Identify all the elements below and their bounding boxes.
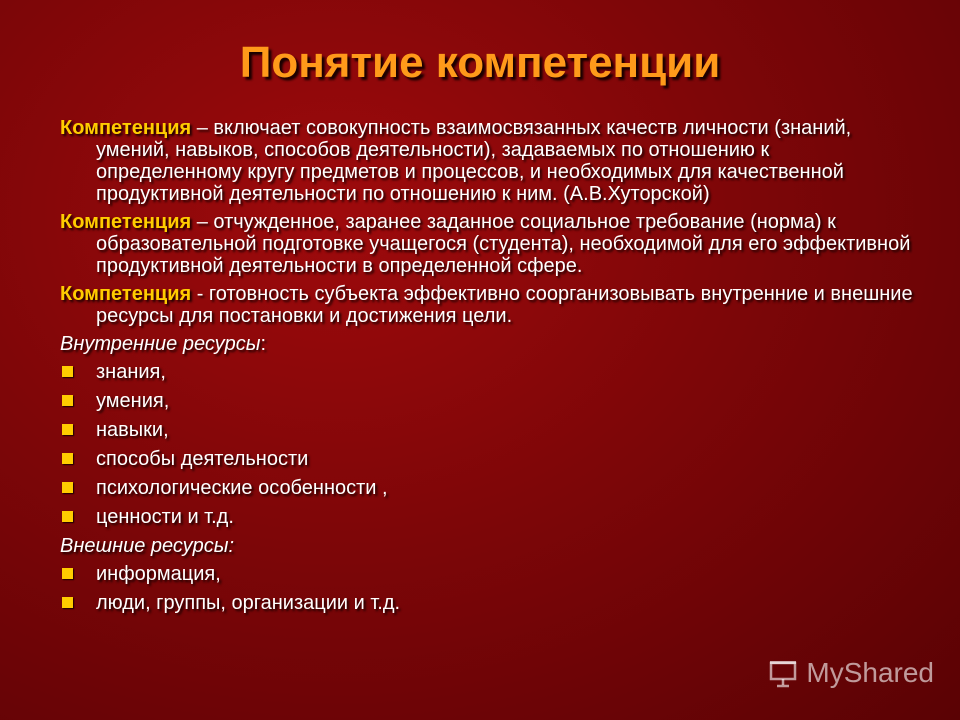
slide-content <box>60 117 920 621</box>
list-item <box>60 506 920 528</box>
list-item <box>60 390 920 412</box>
list-item <box>60 477 920 499</box>
slide-title: Понятие компетенции <box>239 38 721 87</box>
definition-term: Компетенция <box>60 117 192 139</box>
list-item <box>60 361 920 383</box>
external-resources-heading: Внешние ресурсы: <box>60 535 235 557</box>
list-item-label: навыки, <box>96 419 169 441</box>
definition-text: - готовность субъекта эффективно соорганизовывать внутренние и внешние ресурсы для постановки и достижения цели. <box>96 283 913 327</box>
list-item-label: информация, <box>96 563 221 585</box>
internal-heading-suffix: : <box>260 333 267 355</box>
square-bullet-icon <box>62 453 73 464</box>
list-item-label: психологические особенности , <box>96 477 388 499</box>
square-bullet-icon <box>62 597 73 608</box>
internal-resources-heading <box>60 333 920 355</box>
watermark <box>768 656 934 690</box>
list-item-label: способы деятельности <box>96 448 309 470</box>
list-item <box>60 563 920 585</box>
watermark-text: MyShared <box>806 657 934 688</box>
definition-text: – отчужденное, заранее заданное социальное требование (норма) к образовательной подготовке учащегося (студента), необходимой для его эффективной продуктивной деятельности в определенной сфере. <box>96 211 911 277</box>
square-bullet-icon <box>62 366 73 377</box>
definition-text: – включает совокупность взаимосвязанных качеств личности (знаний, умений, навыков, способов деятельности), задаваемых по отношению к определенному кругу предметов и процессов, и необходимых для качественной продуктивной деятельности по отношению к ним. (А.В.Хуторской) <box>96 117 852 205</box>
definition-term: Компетенция <box>60 283 192 305</box>
square-bullet-icon <box>62 482 73 493</box>
definition-term: Компетенция <box>60 211 192 233</box>
definition-3 <box>60 283 920 327</box>
list-item <box>60 448 920 470</box>
list-item-label: умения, <box>96 390 170 412</box>
list-item <box>60 419 920 441</box>
external-resources-list <box>60 563 920 614</box>
square-bullet-icon <box>62 511 73 522</box>
internal-heading-text: Внутренние ресурсы <box>60 333 261 355</box>
list-item <box>60 592 920 614</box>
list-item-label: люди, группы, организации и т.д. <box>96 592 401 614</box>
internal-resources-list <box>60 361 920 528</box>
definition-2 <box>60 211 920 277</box>
square-bullet-icon <box>62 424 73 435</box>
square-bullet-icon <box>62 395 73 406</box>
square-bullet-icon <box>62 568 73 579</box>
list-item-label: ценности и т.д. <box>96 506 234 528</box>
list-item-label: знания, <box>96 361 166 383</box>
presentation-icon <box>768 658 798 688</box>
definition-1 <box>60 117 920 205</box>
